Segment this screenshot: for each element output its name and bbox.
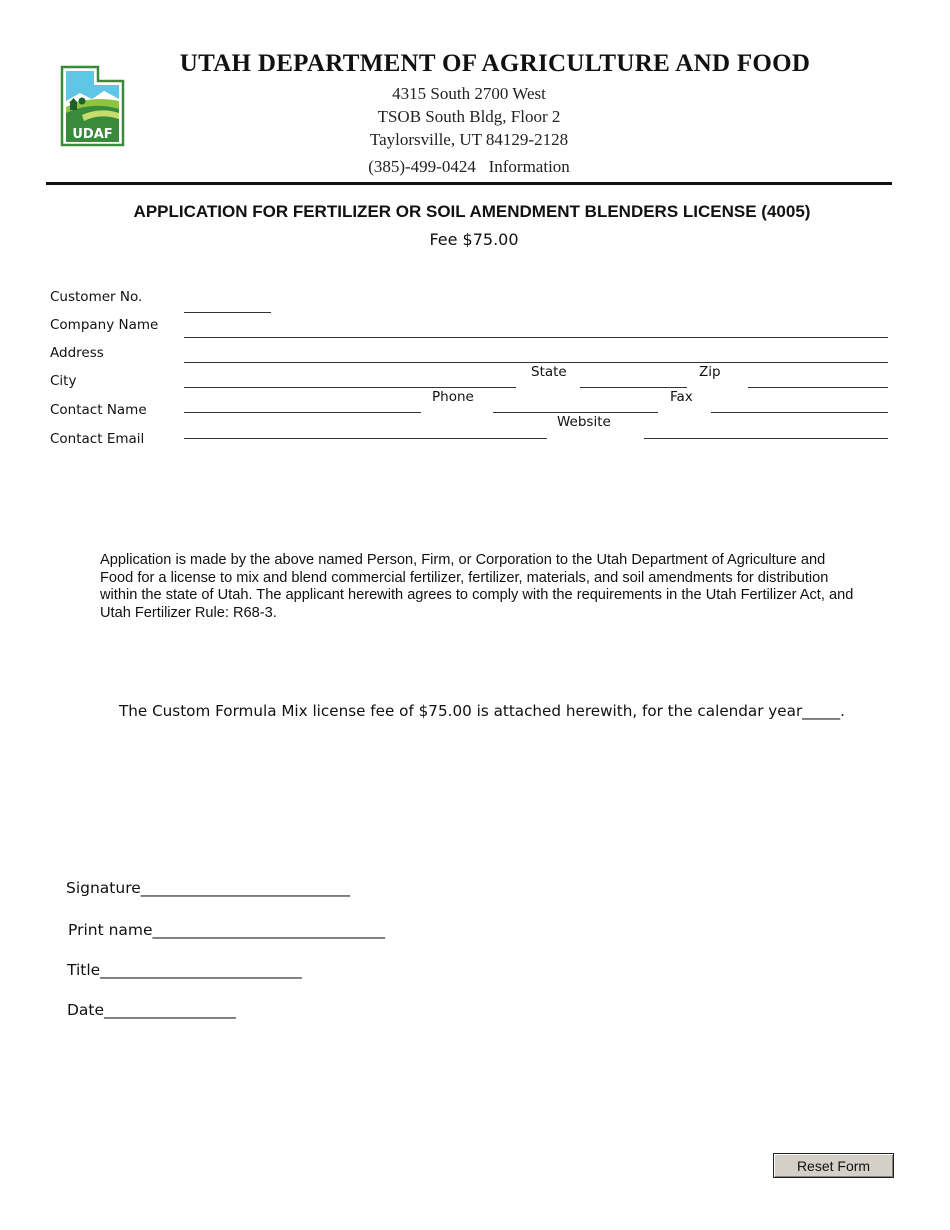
contact-email-label: Contact Email	[50, 431, 145, 447]
company-name-field[interactable]	[184, 337, 888, 338]
date-field[interactable]: Date_________________	[67, 1001, 236, 1019]
fax-label: Fax	[670, 389, 693, 405]
phone-line: (385)-499-0424 Information	[368, 157, 570, 176]
phone-field[interactable]	[493, 412, 658, 413]
organization-name: UTAH DEPARTMENT OF AGRICULTURE AND FOOD	[179, 50, 811, 77]
contact-name-field[interactable]	[184, 412, 421, 413]
address-line-2: TSOB South Bldg, Floor 2	[377, 107, 561, 126]
fee-statement: The Custom Formula Mix license fee of $75.00 is attached herewith, for the calendar year_____.	[119, 702, 845, 720]
header-divider	[46, 182, 892, 185]
customer-no-label: Customer No.	[50, 289, 143, 305]
address-label: Address	[50, 345, 104, 361]
address-field[interactable]	[184, 362, 888, 363]
zip-field[interactable]	[748, 387, 888, 388]
contact-name-label: Contact Name	[50, 402, 147, 418]
company-name-label: Company Name	[50, 317, 159, 333]
website-label: Website	[557, 414, 611, 430]
form-title: APPLICATION FOR FERTILIZER OR SOIL AMENDMENT BLENDERS LICENSE (4005)	[133, 202, 811, 221]
fee-amount: Fee $75.00	[429, 230, 519, 249]
signature-field[interactable]: Signature___________________________	[66, 879, 351, 897]
city-field[interactable]	[184, 387, 516, 388]
city-label: City	[50, 373, 77, 389]
state-field[interactable]	[580, 387, 687, 388]
reset-form-button[interactable]: Reset Form	[773, 1153, 894, 1178]
customer-no-field[interactable]	[184, 312, 271, 313]
fax-field[interactable]	[711, 412, 888, 413]
contact-email-field[interactable]	[184, 438, 547, 439]
state-label: State	[531, 364, 567, 380]
phone-label: Phone	[432, 389, 474, 405]
address-line-1: 4315 South 2700 West	[392, 84, 546, 103]
title-field[interactable]: Title__________________________	[67, 961, 302, 979]
logo-text: UDAF	[72, 127, 113, 142]
address-line-3: Taylorsville, UT 84129-2128	[369, 130, 569, 149]
print-name-field[interactable]: Print name______________________________	[68, 921, 386, 939]
zip-label: Zip	[699, 364, 721, 380]
website-field[interactable]	[644, 438, 888, 439]
application-statement: Application is made by the above named Person, Firm, or Corporation to the Utah Department of Agriculture and Food for a license to mix and blend commercial fertilizer, fertilizer, materials, and soil amendments for distribution within the state of Utah. The applicant herewith agrees to comply with the requirements in the Utah Fertilizer Act, and Utah Fertilizer Rule: R68-3.	[100, 552, 854, 621]
